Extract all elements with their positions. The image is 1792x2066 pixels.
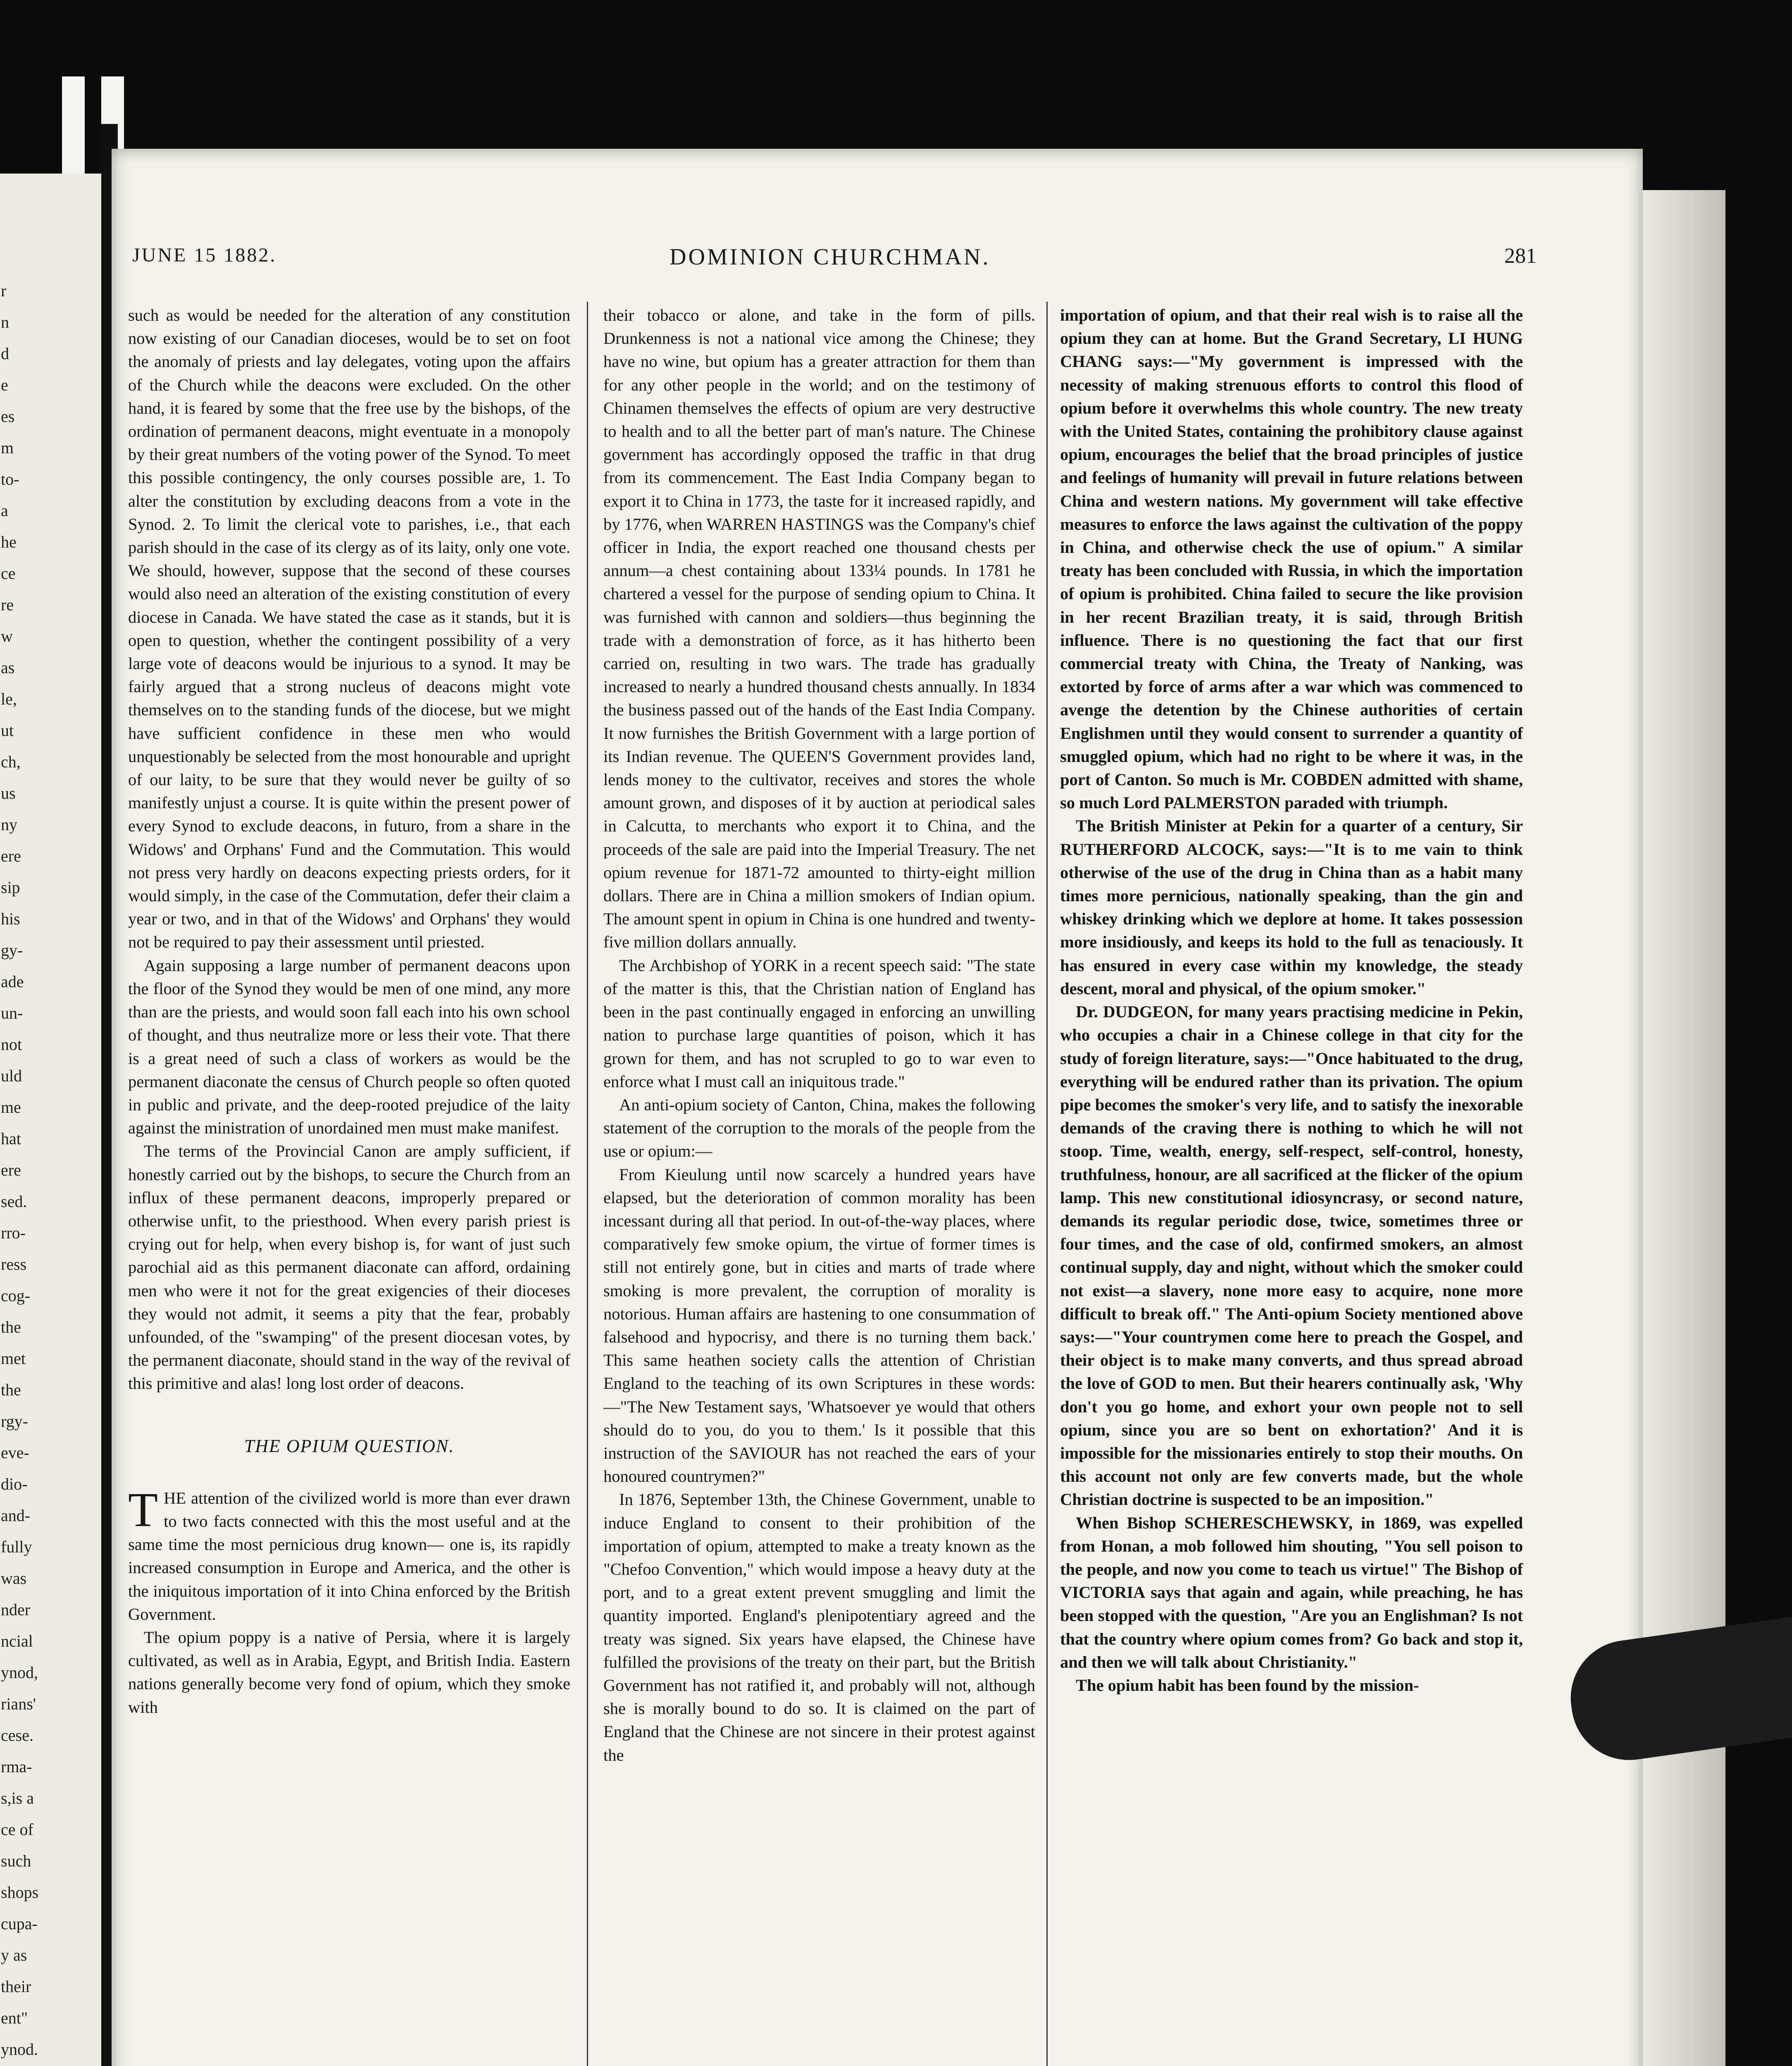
left-fragment-line: ere <box>1 1161 21 1179</box>
left-fragment-line: s,is a <box>1 1789 34 1807</box>
left-fragment-line: rgy- <box>1 1412 28 1430</box>
left-fragment-line: fully <box>1 1538 32 1556</box>
left-fragment-line: eve- <box>1 1443 29 1462</box>
column-3 <box>1060 304 1523 1697</box>
paragraph: their tobacco or alone, and take in the form of pills. Drunkenness is not a national vice among the Chinese; they have no wine, but opium has a greater attraction for them than for any other people in the world; and on the testimony of Chinamen themselves the effects of opium are very destructive to health and to all the better part of man's nature. The Chinese government has accordingly opposed the traffic in that drug from its commencement. The East India Company began to export it to China in 1773, the taste for it increased rapidly, and by 1776, when WARREN HASTINGS was the Company's chief officer in India, the export reached one thousand chests per annum—a chest containing about 133¼ pounds. In 1781 he chartered a vessel for the purpose of sending opium to China. It was furnished with cannon and soldiers—thus beginning the trade with a demonstration of force, as it has hitherto been carried on, resulting in two wars. The trade has gradually increased to nearly a hundred thousand chests annually. In 1834 the business passed out of the hands of the East India Company. It now furnishes the British Government with a large portion of its Indian revenue. The QUEEN'S Government provides land, lends money to the cultivator, receives and stores the whole amount grown, and disposes of it by auction at periodical sales in Calcutta, to merchants who export it to China, and the proceeds of the sale are paid into the Imperial Treasury. The net opium revenue for 1871-72 amounted to thirty-eight million dollars. There are in China a million smokers of Indian opium. The amount spent in opium in China is one hundred and twenty-five million dollars annually. <box>603 306 1035 952</box>
left-fragment-line: his <box>1 909 20 928</box>
left-fragment-line: es <box>1 407 15 426</box>
header-date: JUNE 15 1882. <box>132 244 277 266</box>
left-fragment-line: cese. <box>1 1726 33 1745</box>
left-fragment-line: uld <box>1 1066 22 1085</box>
paragraph: When Bishop SCHERESCHEWSKY, in 1869, was expelled from Honan, a mob followed him shouting, "You sell poison to the people, and now you come to teach us virtue!" The Bishop of VICTORIA says that again and again, while preaching, he has been stopped with the question, "Are you an Englishman? Is not that the country where opium comes from? Go back and stop it, and then we will talk about Christianity." <box>1060 1513 1523 1671</box>
paragraph: such as would be needed for the alteration of any constitution now existing of our Canadian dioceses, would be to set on foot the anomaly of priests and lay delegates, voting upon the affairs of the Church while the deacons were excluded. On the other hand, it is feared by some that the free use by the bishops, of the ordination of permanent deacons, might eventuate in a monopoly by their great numbers of the voting power of the Synod. To meet this possible contingency, the only courses possible are, 1. To alter the constitution by excluding deacons from a vote in the Synod. 2. To limit the clerical vote to parishes, i.e., that each parish should in the case of its clergy as of its laity, only one vote. We should, however, suppose that the second of these courses would also need an alteration of the existing constitution of every diocese in Canada. We have stated the case as it stands, but it is open to question, whether the contingent possibility of a very large vote of deacons would be injurious to a synod. It may be fairly argued that a strong nucleus of deacons might vote themselves on to the standing funds of the diocese, but we might have sufficient confidence in these men who would unquestionably be selected from the most honourable and upright of our laity, to be sure that they would never be guilty of so manifestly unjust a course. It is quite within the present power of every Synod to exclude deacons, in futuro, from a share in the Widows' and Orphans' Fund and the Commutation. This would not press very hardly on deacons expecting priests orders, for it would simply, in the case of the Commutation, defer their claim a year or two, and in that of the Widows' and Orphans' they would not be required to pay their assessment until priested. <box>128 306 570 952</box>
left-page-fragment <box>0 174 101 2066</box>
left-fragment-line: their <box>1 1977 31 1996</box>
left-fragment-line: ynod. <box>1 2040 38 2059</box>
paragraph-text: HE attention of the civilized world is more than ever drawn to two facts connected with this the most useful and at the same time the most pernicious drug known— one is, its rapidly increased consumption in Europe and America, and the other is the iniquitous importation of it into China enforced by the British Government. <box>128 1488 570 1623</box>
left-fragment-line: such <box>1 1852 31 1870</box>
left-fragment-line: ress <box>1 1255 27 1273</box>
left-fragment-line: hat <box>1 1129 21 1148</box>
left-fragment-line: he <box>1 533 17 551</box>
paragraph: The opium habit has been found by the mission- <box>1076 1676 1419 1695</box>
left-fragment-line: gy- <box>1 941 23 959</box>
column-1 <box>128 304 570 1719</box>
left-fragment-line: dio- <box>1 1475 28 1493</box>
paragraph: The opium poppy is a native of Persia, where it is largely cultivated, as well as in Arabia, Egypt, and British India. Eastern nations generally become very fond of opium, which they smoke with <box>128 1628 570 1716</box>
left-fragment-line: ce <box>1 564 16 583</box>
left-fragment-line: n <box>1 313 9 331</box>
left-fragment-line: y as <box>1 1946 27 1964</box>
paragraph <box>128 1482 570 1626</box>
paragraph: importation of opium, and that their real wish is to raise all the opium they can at home. But the Grand Secretary, LI HUNG CHANG says:—"My government is impressed with the necessity of making strenuous efforts to control this flood of opium before it overwhelms this whole country. The new treaty with the United States, containing the prohibitory clause against opium, encourages the belief that the broad principles of justice and feelings of humanity will prevail in future relations between China and western nations. My government will take effective measures to enforce the laws against the cultivation of the poppy in China, and otherwise check the use of opium." A similar treaty has been concluded with Russia, in which the importation of opium is prohibited. China failed to secure the like provision in her recent Brazilian treaty, it is said, through British influence. There is no questioning the fact that our first commercial treaty with China, the Treaty of Nanking, was extorted by force of arms after a war which was commenced to avenge the detention by the Chinese authorities of certain Englishmen until they would consent to surrender a quantity of smuggled opium, which had no right to be where it was, in the port of Canton. So much is Mr. COBDEN admitted with shame, so much Lord PALMERSTON paraded with triumph. <box>1060 306 1523 812</box>
page-header <box>112 244 1643 285</box>
left-fragment-line: not <box>1 1035 22 1054</box>
column-2 <box>603 304 1035 1767</box>
drop-cap: T <box>128 1482 158 1537</box>
left-fragment-line: ere <box>1 847 21 865</box>
left-fragment-line: was <box>1 1569 27 1588</box>
left-fragment-line: ade <box>1 972 24 991</box>
left-fragment-line: sed. <box>1 1192 27 1211</box>
left-fragment-line: cog- <box>1 1286 31 1305</box>
section-title: THE OPIUM QUESTION. <box>244 1435 455 1456</box>
left-fragment-line: ch, <box>1 752 21 771</box>
left-fragment-line: nder <box>1 1600 31 1619</box>
left-fragment-line: a <box>1 501 8 520</box>
left-fragment-line: to- <box>1 470 19 488</box>
newspaper-page <box>112 149 1643 2066</box>
left-fragment-line: m <box>1 438 14 457</box>
paragraph: The Archbishop of YORK in a recent speech said: "The state of the matter is this, that the Christian nation of England has been in the past continually engaged in enforcing an unwilling nation to purchase large quantities of poison, which it has grown for them, and has not scrupled to go to war even to enforce what I must call an iniquitous trade." <box>603 956 1035 1091</box>
paragraph: The British Minister at Pekin for a quarter of a century, Sir RUTHERFORD ALCOCK, says:—"It is to me vain to think otherwise of the use of the drug in China than as a habit many times more pernicious, nationally speaking, than the gin and whiskey drinking which we deplore at home. It takes possession more insidiously, and keeps its hold to the full as tenaciously. It has ensured in every case within my knowledge, the steady descent, moral and physical, of the opium smoker." <box>1060 816 1523 998</box>
left-fragment-line: ut <box>1 721 14 740</box>
left-fragment-line: ncial <box>1 1632 33 1650</box>
left-fragment-line: met <box>1 1349 26 1368</box>
left-fragment-line: rma- <box>1 1757 32 1776</box>
left-fragment-line: ce of <box>1 1820 33 1839</box>
left-fragment-line: ynod, <box>1 1663 38 1682</box>
paragraph: Dr. DUDGEON, for many years practising medicine in Pekin, who occupies a chair in a Chinese college in that city for the study of foreign literature, says:—"Once habituated to the drug, everything will be endured rather than its privation. The opium pipe becomes the smoker's very life, and to satisfy the inexorable demands of the craving there is nothing to which he will not stoop. Time, wealth, energy, self-respect, self-control, honesty, truthfulness, honour, are all sacrificed at the flicker of the opium lamp. This new constitutional idiosyncrasy, or second nature, demands its regular periodic dose, twice, sometimes three or four times, and the case of old, confirmed smokers, an almost continual supply, day and night, without which the smoker could not exist—a slavery, none more easy to acquire, none more difficult to break off." The Anti-opium Society mentioned above says:—"Your countrymen come here to preach the Gospel, and their object is to make many converts, and thus spread abroad the love of GOD to men. But their hearers continually ask, 'Why don't you go home, and exhort your own people not to sell opium, since you are so bent on exhortation?' And it is impossible for the missionaries entirely to stop their mouths. On this account not only are few converts made, but the whole Christian doctrine is suspected to be an imposition." <box>1060 1002 1523 1509</box>
page-number: 281 <box>1504 244 1537 268</box>
paragraph: An anti-opium society of Canton, China, makes the following statement of the corruption to the morals of the people from the use or opium:— <box>603 1095 1035 1161</box>
column-rule-1 <box>587 302 588 2066</box>
left-fragment-line: the <box>1 1318 21 1336</box>
left-fragment-line: d <box>1 344 9 363</box>
left-fragment-line: shops <box>1 1883 39 1902</box>
left-fragment-line: r <box>1 281 7 300</box>
left-fragment-line: and- <box>1 1506 31 1525</box>
left-fragment-line: un- <box>1 1004 23 1022</box>
left-fragment-line: as <box>1 658 15 677</box>
left-fragment-line: me <box>1 1098 21 1116</box>
left-fragment-line: w <box>1 627 13 645</box>
header-title: DOMINION CHURCHMAN. <box>670 244 991 270</box>
left-fragment-line: le, <box>1 690 17 708</box>
paragraph: The terms of the Provincial Canon are amply sufficient, if honestly carried out by the bishops, to secure the Church from an influx of these permanent deacons, improperly prepared or otherwise unfit, to the priesthood. When every parish priest is crying out for help, when every bishop is, for want of just such parochial aid as this permanent diaconate can afford, ordaining men who were it not for the great exigencies of their dioceses they would not admit, it seems a pity that the fear, probably unfounded, of the "swamping" of the present diocesan votes, by the permanent diaconate, should stand in the way of the revival of this primitive and alas! long lost order of deacons. <box>128 1142 570 1393</box>
paragraph: Again supposing a large number of permanent deacons upon the floor of the Synod they would be men of one mind, any more than are the priests, and would soon fall each into his own school of thought, and thus neutralize more or less their vote. That there is a great need of such a class of workers as would be the permanent diaconate the census of Church people so often quoted in public and private, and the deep-rooted prejudice of the laity against the ministration of unordained men must make manifest. <box>128 956 570 1138</box>
left-fragment-line: the <box>1 1381 21 1399</box>
left-fragment-line: rro- <box>1 1223 26 1242</box>
left-fragment-line: rians' <box>1 1695 36 1713</box>
left-fragment-line: re <box>1 595 14 614</box>
left-fragment-line: cupa- <box>1 1914 38 1933</box>
left-fragment-line: us <box>1 784 16 802</box>
left-fragment-line: e <box>1 376 8 394</box>
paragraph: From Kieulung until now scarcely a hundred years have elapsed, but the deterioration of common morality has been incessant during all that period. In out-of-the-way places, where comparatively few smoke opium, the virtue of former times is still not entirely gone, but in cities and marts of trade where smoking is more prevalent, the corruption of morality is notorious. Human affairs are hastening to one consummation of falsehood and hypocrisy, and there is no turning them back.' This same heathen society calls the attention of Christian England to the teaching of its own Scriptures in these words:—"The New Testament says, 'Whatsoever ye would that others should do to you, do you to them.' Is it possible that this instruction of the SAVIOUR has not reached the ears of your honoured countrymen?" <box>603 1165 1035 1486</box>
paragraph: In 1876, September 13th, the Chinese Government, unable to induce England to consent to their prohibition of the importation of opium, attempted to make a treaty known as the "Chefoo Convention," which would impose a heavy duty at the port, and to a great extent prevent smuggling and limit the quantity imported. England's plenipotentiary agreed and the treaty was signed. Six years have elapsed, the Chinese have fulfilled the provisions of the treaty on their part, but the British Government has not ratified it, and probably will not, although she is morally bound to do so. It is claimed on the part of England that the Chinese are not sincere in their protest against the <box>603 1490 1035 1764</box>
left-fragment-line: sip <box>1 878 20 897</box>
left-fragment-line: ent" <box>1 2009 28 2027</box>
column-rule-2 <box>1046 302 1048 2066</box>
page-edge <box>1643 190 1725 2066</box>
left-fragment-line: ny <box>1 815 17 834</box>
